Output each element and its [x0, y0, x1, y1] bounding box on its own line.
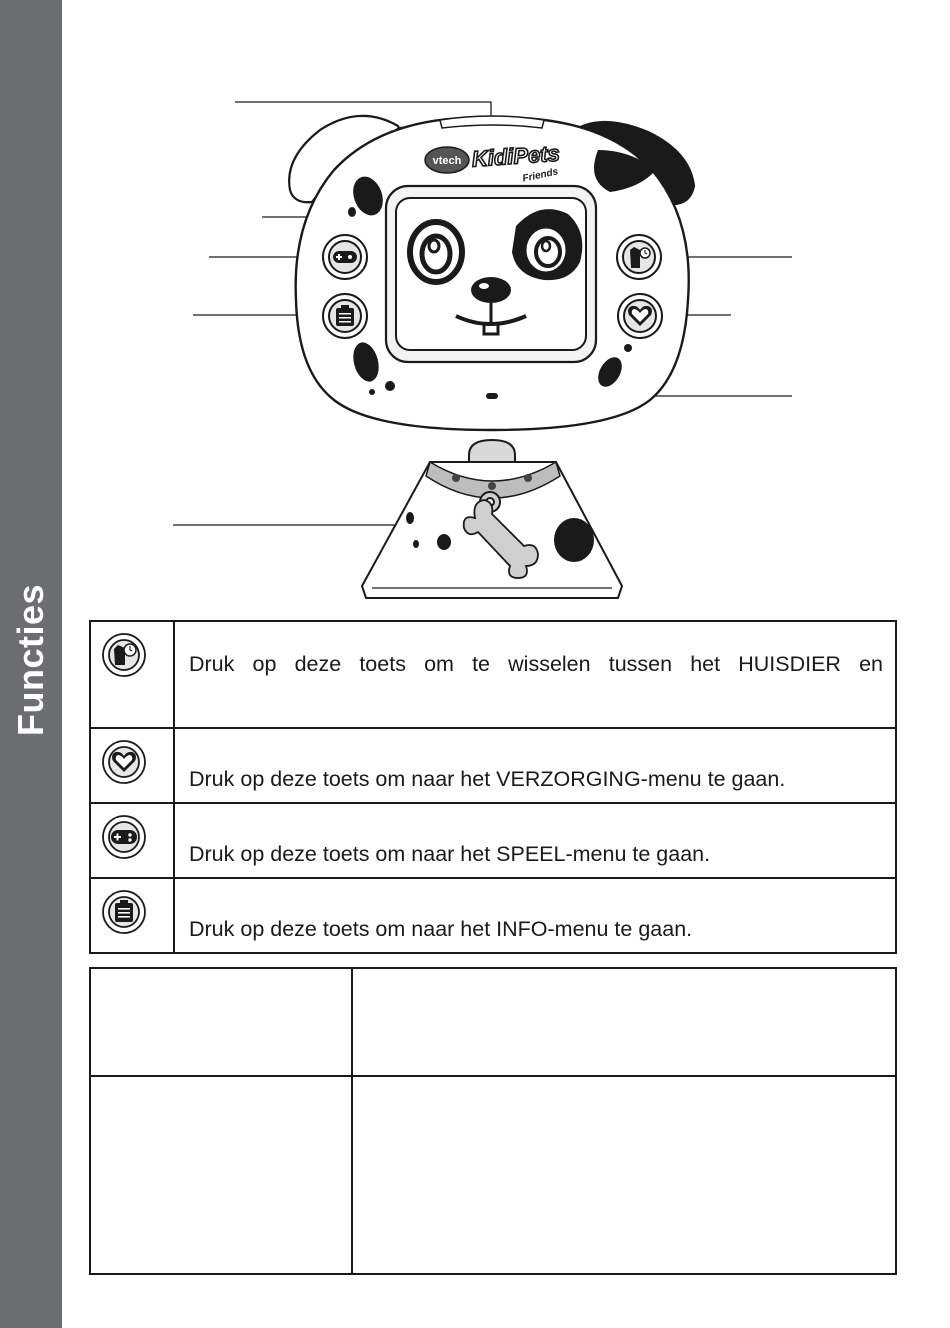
keys-table: [89, 620, 897, 954]
icon-cell: [90, 803, 174, 878]
table-row: [90, 621, 896, 728]
gamepad-icon: [101, 814, 147, 860]
icon-cell: [90, 878, 174, 953]
table-row: [90, 803, 896, 878]
pet-clock-icon: [101, 632, 147, 678]
extra-label-cell: [90, 968, 352, 1076]
brand-text: vtech: [432, 155, 462, 167]
kidipets-device-drawing: [62, 0, 950, 610]
table-row: [90, 968, 896, 1076]
sidebar: [0, 0, 62, 1328]
device-illustration: [62, 0, 950, 610]
extra-desc-cell: [352, 1076, 896, 1274]
product-logo-sub: Friends: [521, 166, 560, 185]
sensor: [486, 393, 498, 399]
extra-table: [89, 967, 897, 1275]
product-logo-text: KidiPets: [470, 140, 561, 172]
stand: [362, 440, 622, 598]
table-row: [90, 1076, 896, 1274]
heart-icon: [101, 739, 147, 785]
clipboard-icon: [101, 889, 147, 935]
icon-cell: [90, 728, 174, 803]
extra-desc-cell: [352, 968, 896, 1076]
screen: [386, 186, 596, 362]
section-title: Functies: [10, 583, 51, 737]
icon-cell: [90, 621, 174, 728]
key-description: Druk op deze toets om naar het SPEEL-menu te gaan.: [174, 803, 896, 878]
extra-label-cell: [90, 1076, 352, 1274]
key-description: Druk op deze toets om te wisselen tussen het HUISDIER en: [174, 621, 896, 728]
table-row: [90, 728, 896, 803]
key-description: Druk op deze toets om naar het VERZORGING-menu te gaan.: [174, 728, 896, 803]
table-row: [90, 878, 896, 953]
key-description: Druk op deze toets om naar het INFO-menu te gaan.: [174, 878, 896, 953]
